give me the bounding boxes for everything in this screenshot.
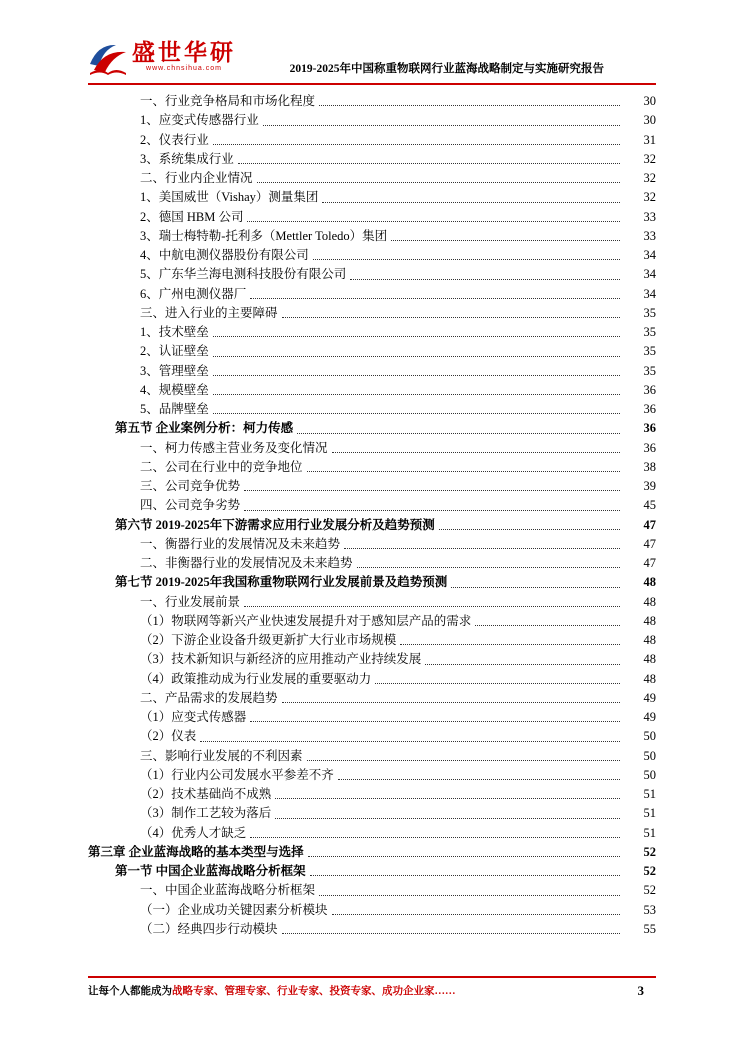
toc-entry [88, 725, 656, 744]
toc-entry-page-number: 32 [643, 190, 656, 205]
toc-entry-title: 1、应变式传感器行业 [140, 113, 259, 128]
toc-entry [88, 109, 656, 128]
toc-entry-page-number: 30 [643, 94, 656, 108]
toc-entry [88, 764, 656, 783]
toc-dot-leader [282, 702, 620, 703]
toc-entry-title: （2）下游企业设备升级更新扩大行业市场规模 [140, 633, 397, 647]
toc-dot-leader [250, 837, 620, 838]
toc-entry-title: 二、行业内企业情况 [140, 171, 253, 185]
toc-dot-leader [250, 721, 620, 722]
toc-entry [88, 648, 656, 667]
toc-entry-title: 1、技术壁垒 [140, 325, 209, 339]
toc-entry [88, 899, 656, 918]
toc-dot-leader [475, 625, 620, 626]
toc-dot-leader [257, 182, 620, 183]
toc-entry [88, 302, 656, 321]
toc-dot-leader [350, 279, 620, 280]
toc-entry [88, 225, 656, 244]
toc-dot-leader [244, 490, 620, 491]
toc-entry-title: 一、中国企业蓝海战略分析框架 [140, 883, 316, 898]
toc-entry-title: 1、美国威世（Vishay）测量集团 [140, 190, 319, 205]
toc-entry-page-number: 48 [643, 633, 656, 647]
toc-dot-leader [244, 510, 620, 511]
toc-entry-page-number: 47 [643, 536, 656, 551]
footer-slogan [88, 983, 456, 998]
toc-dot-leader [375, 683, 620, 684]
toc-entry-page-number: 51 [643, 806, 656, 821]
toc-dot-leader [451, 587, 620, 588]
toc-entry [88, 610, 656, 629]
toc-entry-title: 3、系统集成行业 [140, 151, 234, 166]
report-title: 2019-2025年中国称重物联网行业蓝海战略制定与实施研究报告 [289, 63, 604, 75]
toc-entry-title: 一、行业发展前景 [140, 594, 241, 609]
toc-entry-page-number: 51 [643, 787, 656, 801]
toc-entry-page-number: 36 [643, 402, 656, 416]
toc-entry-page-number: 48 [643, 594, 656, 609]
toc-entry-page-number: 52 [643, 844, 656, 859]
table-of-contents [88, 85, 656, 937]
toc-dot-leader [250, 298, 620, 299]
footer-slogan-highlight: 战略专家、管理专家、行业专家、投资专家、成功企业家…… [172, 986, 456, 997]
toc-dot-leader [319, 105, 620, 106]
toc-entry [88, 206, 656, 225]
toc-dot-leader [391, 240, 620, 241]
toc-entry-page-number: 35 [643, 363, 656, 378]
toc-dot-leader [313, 259, 620, 260]
toc-dot-leader [338, 779, 620, 780]
toc-entry [88, 379, 656, 398]
toc-entry-page-number: 45 [643, 498, 656, 513]
toc-dot-leader [439, 529, 620, 530]
brand-logo [88, 40, 236, 78]
toc-dot-leader [282, 317, 620, 318]
toc-entry [88, 283, 656, 302]
toc-dot-leader [244, 606, 620, 607]
toc-entry-title: （1）应变式传感器 [140, 710, 247, 724]
toc-entry-page-number: 53 [643, 902, 656, 917]
toc-entry-title: 第五节 企业案例分析：柯力传感 [115, 421, 294, 436]
toc-entry-page-number: 47 [643, 556, 656, 570]
toc-entry-page-number: 48 [643, 613, 656, 628]
page-number: 3 [637, 983, 644, 998]
toc-entry-page-number: 50 [643, 748, 656, 763]
toc-entry-title: 第三章 企业蓝海战略的基本类型与选择 [88, 844, 304, 859]
toc-entry [88, 591, 656, 610]
toc-entry-page-number: 48 [643, 575, 656, 590]
toc-entry [88, 783, 656, 802]
toc-dot-leader [275, 798, 620, 799]
toc-entry [88, 321, 656, 340]
toc-entry [88, 360, 656, 379]
toc-entry [88, 822, 656, 841]
toc-dot-leader [213, 336, 620, 337]
toc-entry-title: 2、认证壁垒 [140, 344, 209, 359]
toc-entry-title: 3、管理壁垒 [140, 363, 209, 378]
toc-entry-page-number: 34 [643, 286, 656, 301]
footer-slogan-prefix: 让每个人都能成为 [88, 986, 172, 997]
toc-entry-title: （4）优秀人才缺乏 [140, 825, 247, 840]
toc-entry [88, 860, 656, 879]
toc-dot-leader [213, 413, 620, 414]
toc-entry-title: 二、公司在行业中的竞争地位 [140, 459, 303, 474]
toc-dot-leader [238, 163, 620, 164]
page-footer [88, 976, 656, 999]
toc-entry-title: 四、公司竞争劣势 [140, 498, 241, 513]
toc-entry-page-number: 52 [643, 864, 656, 878]
toc-entry-title: 第一节 中国企业蓝海战略分析框架 [115, 864, 306, 878]
toc-entry-page-number: 34 [643, 267, 656, 282]
toc-entry [88, 167, 656, 186]
toc-entry-page-number: 38 [643, 459, 656, 474]
toc-dot-leader [247, 221, 620, 222]
toc-entry-title: （3）技术新知识与新经济的应用推动产业持续发展 [140, 652, 422, 667]
toc-entry-page-number: 39 [643, 479, 656, 493]
toc-entry [88, 918, 656, 937]
toc-dot-leader [307, 471, 620, 472]
toc-dot-leader [200, 741, 620, 742]
page-header [88, 0, 656, 85]
toc-entry-title: 二、产品需求的发展趋势 [140, 690, 278, 705]
toc-entry-page-number: 55 [643, 921, 656, 936]
toc-entry [88, 90, 656, 109]
toc-dot-leader [357, 567, 620, 568]
toc-entry-page-number: 35 [643, 325, 656, 339]
toc-entry [88, 129, 656, 148]
toc-entry [88, 263, 656, 282]
toc-entry-title: （二）经典四步行动模块 [140, 921, 278, 936]
toc-dot-leader [213, 394, 620, 395]
brand-text-block [132, 40, 236, 72]
toc-entry-title: 5、品牌壁垒 [140, 402, 209, 416]
toc-entry-title: （2）仪表 [140, 729, 197, 744]
toc-entry-title: 第六节 2019-2025年下游需求应用行业发展分析及趋势预测 [115, 517, 435, 532]
toc-dot-leader [282, 933, 620, 934]
toc-entry-title: 三、公司竞争优势 [140, 479, 241, 493]
toc-entry-page-number: 32 [643, 171, 656, 185]
toc-entry-title: （一）企业成功关键因素分析模块 [140, 902, 328, 917]
toc-entry [88, 552, 656, 571]
toc-dot-leader [213, 356, 620, 357]
toc-dot-leader [400, 644, 620, 645]
toc-dot-leader [308, 856, 620, 857]
toc-entry [88, 629, 656, 648]
toc-entry-title: 4、规模壁垒 [140, 382, 209, 397]
toc-entry [88, 398, 656, 417]
toc-entry [88, 456, 656, 475]
toc-entry-page-number: 50 [643, 729, 656, 744]
toc-dot-leader [332, 914, 620, 915]
toc-entry-page-number: 30 [643, 113, 656, 128]
toc-dot-leader [319, 895, 620, 896]
toc-entry-title: 三、影响行业发展的不利因素 [140, 748, 303, 763]
toc-entry-title: （4）政策推动成为行业发展的重要驱动力 [140, 671, 372, 686]
toc-entry-title: 3、瑞士梅特勒-托利多（Mettler Toledo）集团 [140, 228, 388, 243]
toc-entry-page-number: 32 [643, 151, 656, 166]
toc-dot-leader [310, 875, 620, 876]
brand-name: 盛世华研 [132, 40, 236, 65]
toc-entry [88, 437, 656, 456]
toc-entry [88, 668, 656, 687]
book-swoosh-icon [88, 40, 128, 78]
toc-entry [88, 533, 656, 552]
toc-entry [88, 841, 656, 860]
toc-dot-leader [263, 125, 620, 126]
toc-entry-title: （1）物联网等新兴产业快速发展提升对于感知层产品的需求 [140, 613, 472, 628]
toc-entry [88, 802, 656, 821]
toc-entry-page-number: 48 [643, 671, 656, 686]
toc-dot-leader [344, 548, 620, 549]
toc-dot-leader [425, 664, 620, 665]
brand-url: www.chnsihua.com [146, 65, 222, 73]
toc-entry-title: 一、行业竞争格局和市场化程度 [140, 94, 316, 108]
toc-entry-title: 2、德国 HBM 公司 [140, 209, 244, 224]
toc-entry-page-number: 35 [643, 344, 656, 359]
toc-dot-leader [213, 375, 620, 376]
toc-entry-title: 5、广东华兰海电测科技股份有限公司 [140, 267, 347, 282]
toc-entry-title: 6、广州电测仪器厂 [140, 286, 247, 301]
toc-entry-page-number: 35 [643, 305, 656, 320]
toc-entry-page-number: 50 [643, 767, 656, 782]
toc-entry-title: 二、非衡器行业的发展情况及未来趋势 [140, 556, 353, 570]
toc-entry [88, 879, 656, 898]
toc-entry-page-number: 47 [643, 517, 656, 532]
toc-entry [88, 571, 656, 590]
toc-entry-page-number: 36 [643, 382, 656, 397]
toc-entry-page-number: 52 [643, 883, 656, 898]
toc-dot-leader [332, 452, 620, 453]
toc-entry-title: 第七节 2019-2025年我国称重物联网行业发展前景及趋势预测 [115, 575, 448, 590]
toc-entry [88, 340, 656, 359]
toc-dot-leader [297, 433, 620, 434]
toc-entry [88, 244, 656, 263]
toc-dot-leader [213, 144, 620, 145]
toc-entry-page-number: 36 [643, 440, 656, 455]
toc-entry-page-number: 36 [643, 421, 656, 436]
toc-entry-page-number: 31 [643, 132, 656, 147]
toc-entry-page-number: 48 [643, 652, 656, 667]
toc-entry-title: 4、中航电测仪器股份有限公司 [140, 248, 309, 262]
toc-entry-title: （1）行业内公司发展水平参差不齐 [140, 767, 334, 782]
toc-entry [88, 148, 656, 167]
toc-entry-title: 一、衡器行业的发展情况及未来趋势 [140, 536, 341, 551]
toc-entry-title: 三、进入行业的主要障碍 [140, 305, 278, 320]
toc-entry [88, 745, 656, 764]
toc-entry-page-number: 33 [643, 228, 656, 243]
toc-entry [88, 494, 656, 513]
toc-entry-title: （3）制作工艺较为落后 [140, 806, 272, 821]
toc-entry-title: 一、柯力传感主营业务及变化情况 [140, 440, 328, 455]
toc-dot-leader [322, 202, 620, 203]
toc-entry [88, 475, 656, 494]
toc-entry-title: 2、仪表行业 [140, 132, 209, 147]
toc-entry-page-number: 33 [643, 209, 656, 224]
toc-dot-leader [275, 818, 620, 819]
toc-entry-page-number: 34 [643, 248, 656, 262]
toc-entry-title: （2）技术基础尚不成熟 [140, 787, 272, 801]
toc-entry-page-number: 49 [643, 710, 656, 724]
toc-entry [88, 514, 656, 533]
toc-entry [88, 687, 656, 706]
toc-entry [88, 706, 656, 725]
toc-entry-page-number: 51 [643, 825, 656, 840]
toc-dot-leader [307, 760, 620, 761]
toc-entry [88, 186, 656, 205]
toc-entry-page-number: 49 [643, 690, 656, 705]
toc-entry [88, 417, 656, 436]
